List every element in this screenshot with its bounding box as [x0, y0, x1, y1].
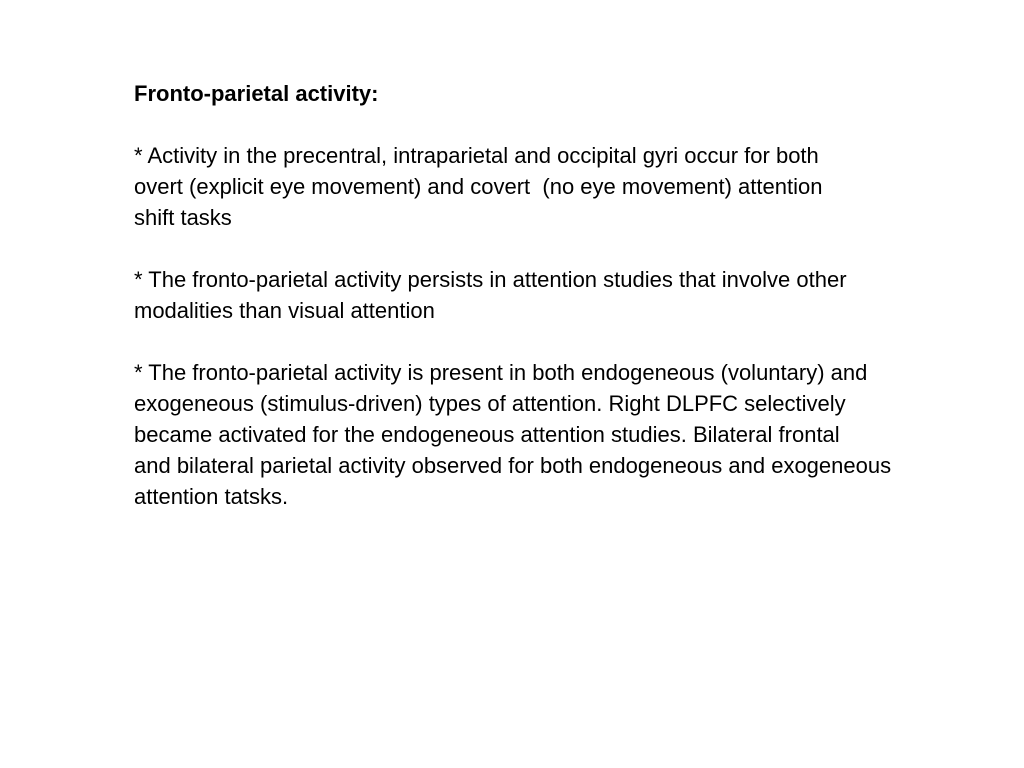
paragraph-line: and bilateral parietal activity observed for both endogeneous and exogeneous [134, 453, 892, 478]
bullet-paragraph-2 [134, 264, 1019, 326]
bullet-paragraph-1 [134, 140, 1019, 233]
slide-title: Fronto-parietal activity: [134, 81, 379, 106]
bullet-paragraph-3 [134, 357, 1019, 512]
slide-content [134, 78, 1019, 512]
paragraph-line: modalities than visual attention [134, 298, 435, 323]
paragraph-line: shift tasks [134, 205, 232, 230]
paragraph-line: * Activity in the precentral, intraparietal and occipital gyri occur for both [134, 143, 819, 168]
paragraph-line: became activated for the endogeneous attention studies. Bilateral frontal [134, 422, 840, 447]
spacer [134, 109, 1019, 140]
paragraph-line: exogeneous (stimulus-driven) types of attention. Right DLPFC selectively [134, 391, 846, 416]
paragraph-line: overt (explicit eye movement) and covert (no eye movement) attention [134, 174, 823, 199]
paragraph-line: * The fronto-parietal activity is present in both endogeneous (voluntary) and [134, 360, 868, 385]
paragraph-line: attention tatsks. [134, 484, 289, 509]
spacer [134, 326, 1019, 357]
paragraph-line: * The fronto-parietal activity persists in attention studies that involve other [134, 267, 847, 292]
spacer [134, 233, 1019, 264]
